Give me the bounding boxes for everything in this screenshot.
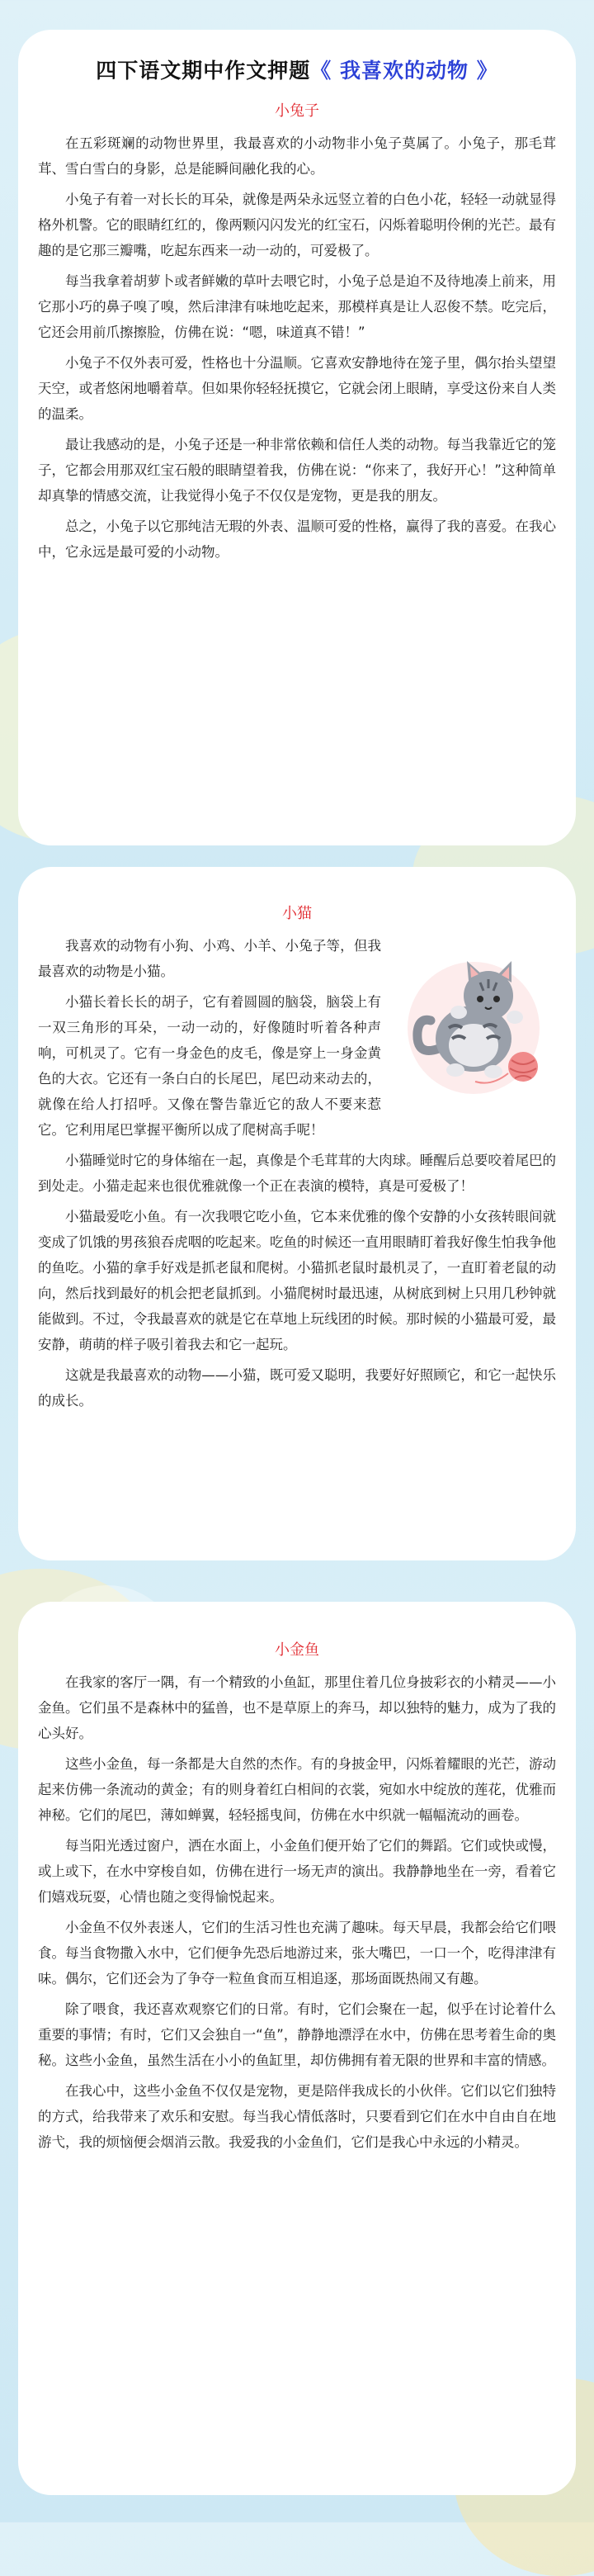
paragraph: 在五彩斑斓的动物世界里，我最喜欢的小动物非小兔子莫属了。小兔子，那毛茸茸、雪白雪白的身影，总是能瞬间融化我的心。 — [38, 135, 556, 177]
paragraph: 小猫睡觉时它的身体缩在一起，真像是个毛茸茸的大肉球。睡醒后总要咬着尾巴的到处走。小猫走起来也很优雅就像一个正在表演的模特，真是可爱极了！ — [38, 1153, 556, 1194]
paragraph: 最让我感动的是，小兔子还是一种非常依赖和信任人类的动物。每当我靠近它的笼子，它都会用那双红宝石般的眼睛望着我，仿佛在说：“你来了，我好开心！”这种简单却真挚的情感交流，让我觉得小兔子不仅仅是宠物，更是我的朋友。 — [38, 437, 556, 504]
paragraph: 小兔子有着一对长长的耳朵，就像是两朵永远竖立着的白色小花，轻轻一动就显得格外机警。它的眼睛红红的，像两颗闪闪发光的红宝石，闪烁着聪明伶俐的光芒。最有趣的是它那三瓣嘴，吃起东西来一动一动的，可爱极了。 — [38, 192, 556, 258]
paragraph: 除了喂食，我还喜欢观察它们的日常。有时，它们会聚在一起，似乎在讨论着什么重要的事情；有时，它们又会独自一“鱼”，静静地漂浮在水中，仿佛在思考着生命的奥秘。这些小金鱼，虽然生活在小小的鱼缸里，却仿佛拥有着无限的世界和丰富的情感。 — [38, 2001, 556, 2068]
section-title-rabbit: 小兔子 — [275, 102, 319, 120]
cat-illustration-icon — [391, 941, 556, 1106]
essay-card-cat — [18, 867, 576, 1560]
page-title — [38, 54, 556, 84]
section-title-cat: 小猫 — [282, 905, 312, 922]
paragraph: 在我家的客厅一隅，有一个精致的小鱼缸，那里住着几位身披彩衣的小精灵——小金鱼。它们虽不是森林中的猛兽，也不是草原上的奔马，却以独特的魅力，成为了我的心头好。 — [38, 1674, 556, 1741]
paragraph: 小猫长着长长的胡子，它有着圆圆的脑袋，脑袋上有一双三角形的耳朵，一动一动的，好像随时听着各种声响，可机灵了。它有一身金色的皮毛，像是穿上一身金黄色的大衣。它还有一条白白的长尾巴，尾巴动来动去的，就像在给人打招呼。又像在警告靠近它的敌人不要来惹它。它利用尾巴掌握平衡所以成了爬树高手呢！ — [38, 994, 381, 1138]
paragraph: 小金鱼不仅外表迷人，它们的生活习性也充满了趣味。每天早晨，我都会给它们喂食。每当食物撒入水中，它们便争先恐后地游过来，张大嘴巴，一口一个，吃得津津有味。偶尔，它们还会为了争夺一粒鱼食而互相追逐，那场面既热闹又有趣。 — [38, 1920, 556, 1986]
page-title-prefix: 四下语文期中作文押题 — [96, 59, 311, 83]
paragraph: 在我心中，这些小金鱼不仅仅是宠物，更是陪伴我成长的小伙伴。它们以它们独特的方式，给我带来了欢乐和安慰。每当我心情低落时，只要看到它们在水中自由自在地游弋，我的烦恼便会烟消云散。我爱我的小金鱼们，它们是我心中永远的小精灵。 — [38, 2083, 556, 2150]
paragraph: 总之，小兔子以它那纯洁无瑕的外表、温顺可爱的性格，赢得了我的喜爱。在我心中，它永远是最可爱的小动物。 — [38, 519, 556, 560]
paragraph: 小猫最爱吃小鱼。有一次我喂它吃小鱼，它本来优雅的像个安静的小女孩转眼间就变成了饥饿的男孩狼吞虎咽的吃起来。吃鱼的时候还一直用眼睛盯着我好像生怕我争他的鱼吃。小猫的拿手好戏是抓老鼠和爬树。小猫抓老鼠时最机灵了，一直盯着老鼠的动向，然后找到最好的机会把老鼠抓到。小猫爬树时最迅速，从树底到树上只用几秒钟就能做到。不过，令我最喜欢的就是它在草地上玩线团的时候。那时候的小猫最可爱，最安静，萌萌的样子吸引着我去和它一起玩。 — [38, 1209, 556, 1352]
paragraph: 我喜欢的动物有小狗、小鸡、小羊、小兔子等，但我最喜欢的动物是小猫。 — [38, 938, 381, 979]
essay-card-goldfish — [18, 1602, 576, 2495]
paragraph: 小兔子不仅外表可爱，性格也十分温顺。它喜欢安静地待在笼子里，偶尔抬头望望天空，或者悠闲地嚼着草。但如果你轻轻抚摸它，它就会闭上眼睛，享受这份来自人类的温柔。 — [38, 355, 556, 422]
section-title-goldfish: 小金鱼 — [275, 1641, 319, 1659]
essay-card-rabbit — [18, 30, 576, 845]
paragraph: 这些小金鱼，每一条都是大自然的杰作。有的身披金甲，闪烁着耀眼的光芒，游动起来仿佛一条流动的黄金；有的则身着红白相间的衣裳，宛如水中绽放的莲花，优雅而神秘。它们的尾巴，薄如蝉翼，轻轻摇曳间，仿佛在水中织就一幅幅流动的画卷。 — [38, 1756, 556, 1823]
paragraph: 每当阳光透过窗户，洒在水面上，小金鱼们便开始了它们的舞蹈。它们或快或慢，或上或下，在水中穿梭自如，仿佛在进行一场无声的演出。我静静地坐在一旁，看着它们嬉戏玩耍，心情也随之变得愉悦起来。 — [38, 1838, 556, 1905]
paragraph: 这就是我最喜欢的动物——小猫，既可爱又聪明，我要好好照顾它，和它一起快乐的成长。 — [38, 1367, 556, 1409]
page-title-highlight: 《 我喜欢的动物 》 — [310, 59, 498, 83]
paragraph: 每当我拿着胡萝卜或者鲜嫩的草叶去喂它时，小兔子总是迫不及待地凑上前来，用它那小巧的鼻子嗅了嗅，然后津津有味地吃起来，那模样真是让人忍俊不禁。吃完后，它还会用前爪擦擦脸，仿佛在说：“嗯，味道真不错！” — [38, 273, 556, 340]
